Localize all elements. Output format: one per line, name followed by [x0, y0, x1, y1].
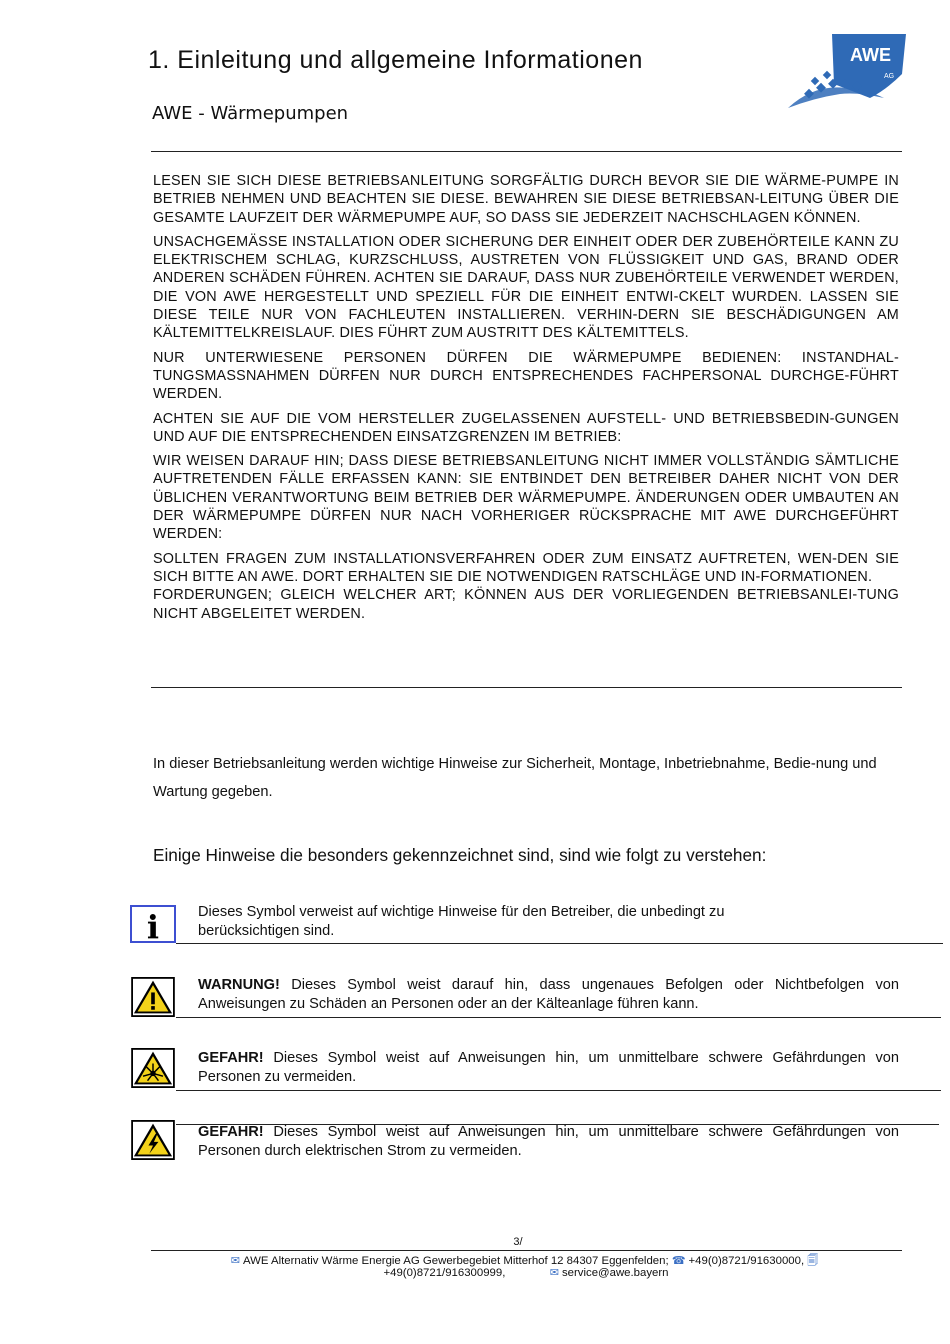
- footer-email[interactable]: service@awe.bayern: [561, 1267, 669, 1279]
- mail-icon: ✉: [549, 1267, 559, 1279]
- footer-company: AWE Alternativ Wärme Energie AG Gewerbegebiet Mitterhof 12 84307 Eggenfelden;: [242, 1255, 669, 1267]
- info-icon: [129, 904, 177, 944]
- awe-logo: [784, 28, 914, 112]
- symbol-description-explosion: GEFAHR! Dieses Symbol weist auf Anweisungen hin, um unmittelbare schwere Gefährdungen von Personen zu vermeiden.: [198, 1050, 899, 1085]
- phone-icon: ☎: [671, 1255, 686, 1267]
- logo-text: AWE: [850, 45, 892, 65]
- logo-subtext: AG: [884, 73, 895, 80]
- symbol-divider: [176, 1090, 941, 1091]
- symbol-description-warning: WARNUNG! Dieses Symbol weist darauf hin, dass ungenaues Befolgen oder Nichtbefolgen von Anweisungen zu Schäden an Personen oder an der Kälteanlage führen kann.: [198, 977, 899, 1012]
- fax-icon: 🗐: [807, 1255, 819, 1267]
- notice-paragraph: NUR UNTERWIESENE PERSONEN DÜRFEN DIE WÄRMEPUMPE BEDIENEN: INSTANDHAL-TUNGSMASSNAHMEN DÜRFEN NUR DURCH ENTSPRECHENDES FACHPERSONAL DURCHGE-FÜHRT WERDEN.: [153, 349, 899, 403]
- notice-paragraph: SOLLTEN FRAGEN ZUM INSTALLATIONSVERFAHREN ODER ZUM EINSATZ AUFTRETEN, WEN-DEN SIE SICH BITTE AN AWE. DORT ERHALTEN SIE DIE NOTWENDIGEN RATSCHLÄGE UND IN-FORMATIONEN.: [153, 550, 899, 585]
- svg-text:i: i: [146, 908, 160, 944]
- mail-icon: ✉: [230, 1255, 240, 1267]
- symbol-divider: [176, 1017, 941, 1018]
- symbol-divider: [176, 1124, 939, 1125]
- footer-phone: +49(0)8721/91630000,: [688, 1255, 805, 1267]
- page-number: 3/: [513, 1236, 523, 1248]
- explosion-hazard-icon: [129, 1048, 177, 1088]
- symbol-divider: [176, 943, 943, 944]
- warning-exclamation-icon: [129, 977, 177, 1017]
- notice-paragraph: LESEN SIE SICH DIESE BETRIEBSANLEITUNG SORGFÄLTIG DURCH BEVOR SIE DIE WÄRME-PUMPE IN BETRIEB NEHMEN UND BEACHTEN SIE DIESE. BEWAHREN SIE DIESE BETRIEBSAN-LEITUNG ÜBER DIE GESAMTE LAUFZEIT DER WÄRMEPUMPE AUF, SO DASS SIE JEDERZEIT NACHSCHLAGEN KÖNNEN.: [153, 173, 899, 226]
- footer-divider: [151, 1250, 902, 1251]
- footer-contact-line: [151, 1266, 901, 1279]
- symbol-description-electric: GEFAHR! Dieses Symbol weist auf Anweisungen hin, um unmittelbare schwere Gefährdungen von Personen durch elektrischen Strom zu vermeiden.: [198, 1124, 899, 1159]
- intro-text: In dieser Betriebsanleitung werden wichtige Hinweise zur Sicherheit, Montage, Inbetriebnahme, Bedie-nung und Wartung gegeben.: [153, 756, 877, 800]
- safety-notice: [153, 172, 899, 629]
- notice-paragraph: FORDERUNGEN; GLEICH WELCHER ART; KÖNNEN AUS DER VORLIEGENDEN BETRIEBSANLEI-TUNG NICHT ABGELEITET WERDEN.: [153, 587, 899, 622]
- notice-paragraph: WIR WEISEN DARAUF HIN; DASS DIESE BETRIEBSANLEITUNG NICHT IMMER VOLLSTÄNDIG SÄMTLICHE AUFTRETENDEN FÄLLE ERFASSEN KANN: SIE ENTBINDET DEN BETREIBER DAHER NICHT VON DER ÜBLICHEN VERANTWORTUNG BEIM BETRIEB DER WÄRMEPUMPE. ÄNDERUNGEN ODER UMBAUTEN AN DER WÄRMEPUMPE DÜRFEN NUR NACH VORHERIGER RÜCKSPRACHE MIT AWE DURCHGEFÜHRT WERDEN:: [153, 453, 899, 543]
- notice-divider: [151, 687, 902, 688]
- page-title: 1. Einleitung und allgemeine Informationen: [148, 46, 643, 74]
- footer-fax: +49(0)8721/916300999,: [383, 1267, 506, 1279]
- symbol-description-info: Dieses Symbol verweist auf wichtige Hinweise für den Betreiber, die unbedingt zu berücksichtigen sind.: [198, 904, 725, 939]
- notice-paragraph: UNSACHGEMÄSSE INSTALLATION ODER SICHERUNG DER EINHEIT ODER DER ZUBEHÖRTEILE KANN ZU ELEKTRISCHEM SCHLAG, KURZSCHLUSS, AUSTRETEN VON FLÜSSIGKEIT UND GAS, BRAND ODER ANDEREN SCHÄDEN FÜHREN. ACHTEN SIE DARAUF, DASS NUR ZUBEHÖRTEILE VERWENDET WERDEN, DIE VON AWE HERGESTELLT UND SPEZIELL FÜR DIE EINHEIT ENTWI-CKELT WURDEN. LASSEN SIE DIESE TEILE NUR VON FACHLEUTEN INSTALLIEREN. VERHIN-DERN SIE BESCHÄDIGUNGEN AM KÄLTEMITTELKREISLAUF. DIES FÜHRT ZUM AUSTRITT DES KÄLTEMITTELS.: [153, 233, 899, 342]
- symbols-lead-text: Einige Hinweise die besonders gekennzeichnet sind, sind wie folgt zu verstehen:: [153, 845, 767, 865]
- header-divider: [151, 151, 902, 152]
- electric-hazard-icon: [129, 1120, 177, 1160]
- page-subtitle: AWE - Wärmepumpen: [152, 103, 349, 124]
- notice-paragraph: ACHTEN SIE AUF DIE VOM HERSTELLER ZUGELASSENEN AUFSTELL- UND BETRIEBSBEDIN-GUNGEN UND AUF DIE ENTSPRECHENDEN EINSATZGRENZEN IM BETRIEB:: [153, 410, 899, 445]
